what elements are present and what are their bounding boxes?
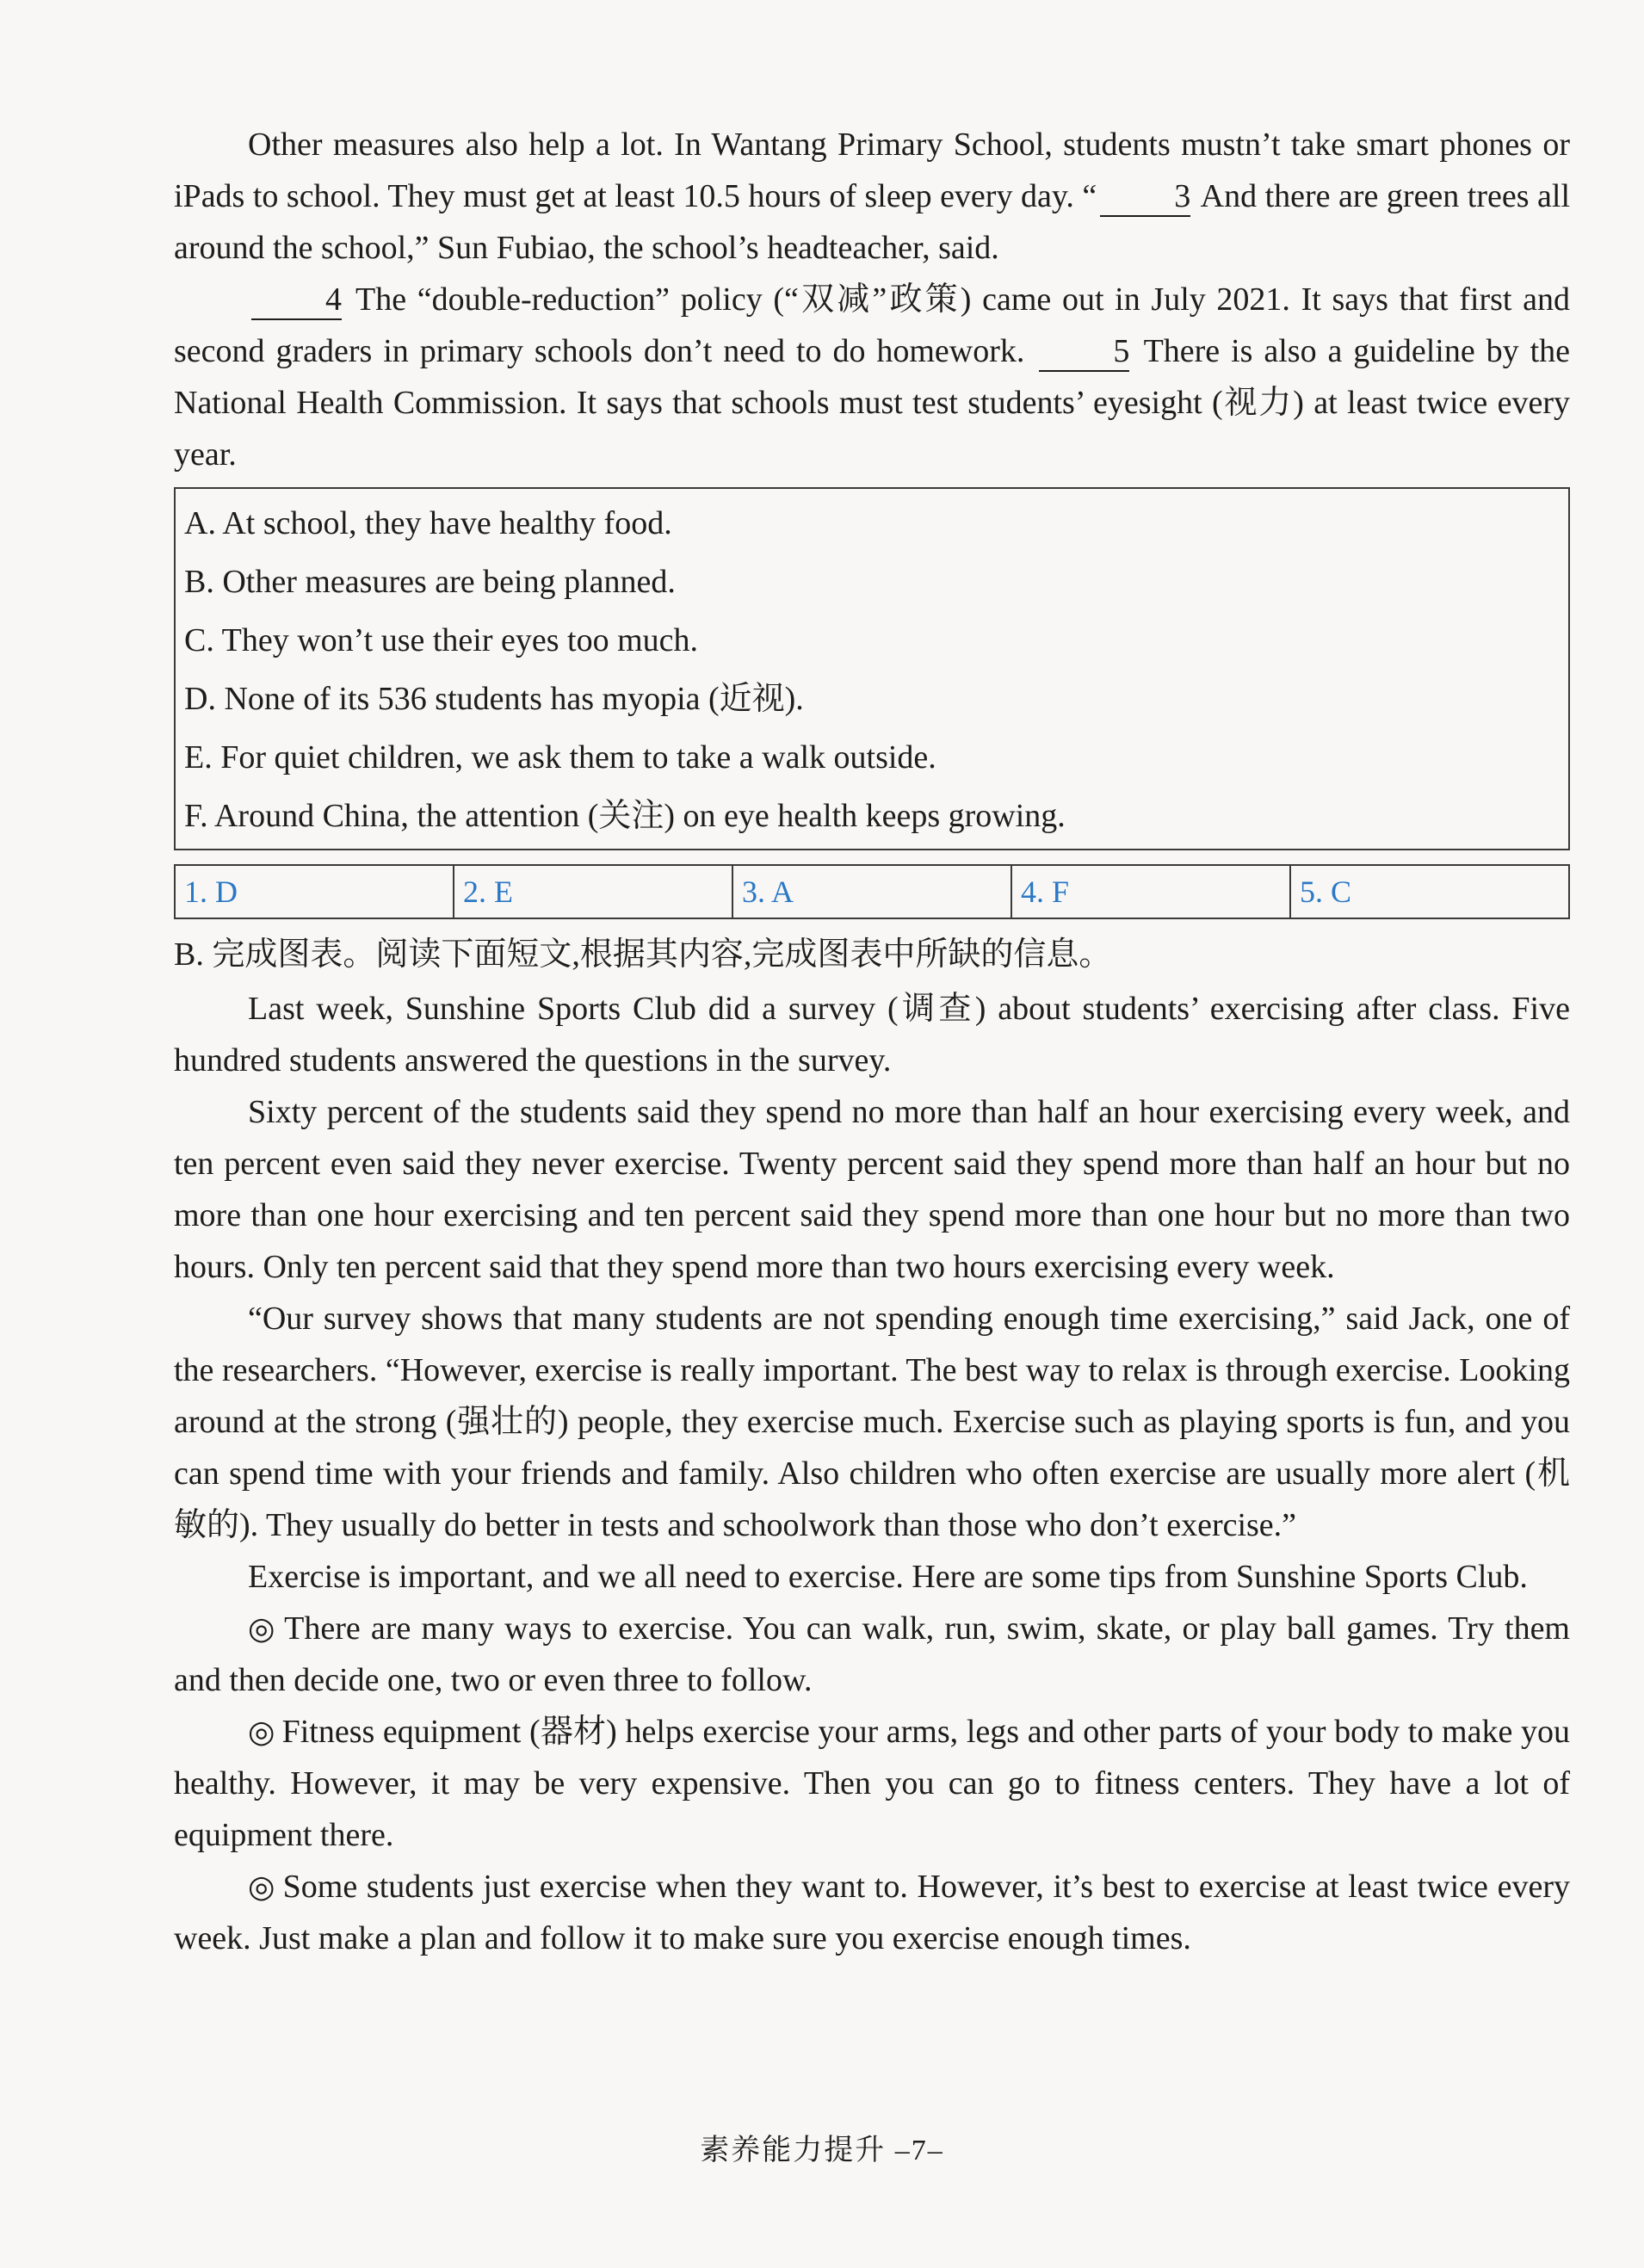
answer-cell-5: 5. C (1290, 865, 1569, 918)
section-b-paragraph-4: Exercise is important, and we all need to exercise. Here are some tips from Sunshine Sports Club. (248, 1559, 1528, 1595)
page-content (174, 119, 1570, 1964)
tip-text: Fitness equipment (器材) helps exercise your arms, legs and other parts of your body to make you healthy. However, it may be very expensive. Then you can go to fitness centers. They have a lot of equipment there. (174, 1714, 1570, 1853)
paragraph-text: There is also a guideline by the National Health Commission. It says that schools must test students’ eyesight (视力) at least twice every year. (174, 333, 1570, 473)
answer-cell-2: 2. E (454, 865, 732, 918)
option-f: F. Around China, the attention (关注) on eye health keeps growing. (184, 798, 1066, 834)
section-b-paragraph-2: Sixty percent of the students said they spend no more than half an hour exercising every week, and ten percent even said they never exercise. Twenty percent said they spend more than half an hour but no more than one hour exercising and ten percent said they spend more than one hour but no more than two hours. Only ten percent said that they spend more than two hours exercising every week. (174, 1094, 1570, 1285)
bullet-circle-icon: ◎ (248, 1611, 278, 1646)
tip-2 (174, 1706, 1570, 1861)
answer-blank-4: 4 (251, 281, 342, 320)
answer-blank-3: 3 (1100, 177, 1190, 217)
section-b-paragraph-3: “Our survey shows that many students are not spending enough time exercising,” said Jack, one of the researchers. “However, exercise is really important. The best way to relax is through exercise. Looking around at the strong (强壮的) people, they exercise much. Exercise such as playing sports is fun, and you can spend time with your friends and family. Also children who often exercise are usually more alert (机敏的). They usually do better in tests and schoolwork than those who don’t exercise.” (174, 1301, 1570, 1543)
paragraph-text: The “double-reduction” policy (“双减”政策) came out in July 2021. It says that first and second graders in primary schools don’t need to do homework. (174, 281, 1570, 369)
page-footer: 素养能力提升 –7– (700, 2135, 944, 2166)
option-b: B. Other measures are being planned. (184, 564, 676, 600)
option-c: C. They won’t use their eyes too much. (184, 622, 698, 658)
tip-3 (174, 1861, 1570, 1964)
passage-paragraph-2 (174, 274, 1570, 480)
answer-cell-3: 3. A (732, 865, 1011, 918)
tip-1 (174, 1603, 1570, 1706)
option-e: E. For quiet children, we ask them to take a walk outside. (184, 739, 936, 776)
answer-table (174, 864, 1570, 919)
section-b-paragraph-1: Last week, Sunshine Sports Club did a survey (调查) about students’ exercising after class. Five hundred students answered the questions in the survey. (174, 991, 1570, 1078)
tip-text: There are many ways to exercise. You can walk, run, swim, skate, or play ball games. Try them and then decide one, two or even three to follow. (174, 1610, 1570, 1698)
paragraph-text: Other measures also help a lot. In Wantang Primary School, students mustn’t take smart phones or iPads to school. They must get at least 10.5 hours of sleep every day. “ (174, 127, 1570, 214)
tip-text: Some students just exercise when they want to. However, it’s best to exercise at least twice every week. Just make a plan and follow it to make sure you exercise enough times. (174, 1869, 1570, 1956)
options-box (174, 487, 1570, 850)
paragraph-text: And there are green trees all around the school,” Sun Fubiao, the school’s headteacher, said. (174, 178, 1571, 266)
bullet-circle-icon: ◎ (248, 1869, 276, 1904)
answer-cell-4: 4. F (1011, 865, 1290, 918)
bullet-circle-icon: ◎ (248, 1715, 275, 1749)
answer-cell-1: 1. D (175, 865, 454, 918)
passage-paragraph-1 (174, 119, 1570, 274)
option-d: D. None of its 536 students has myopia (近视). (184, 681, 804, 717)
section-b-title: B. 完成图表。阅读下面短文,根据其内容,完成图表中所缺的信息。 (174, 936, 1112, 973)
answer-blank-5: 5 (1039, 332, 1129, 372)
answer-row (175, 865, 1569, 918)
option-a: A. At school, they have healthy food. (184, 505, 672, 541)
